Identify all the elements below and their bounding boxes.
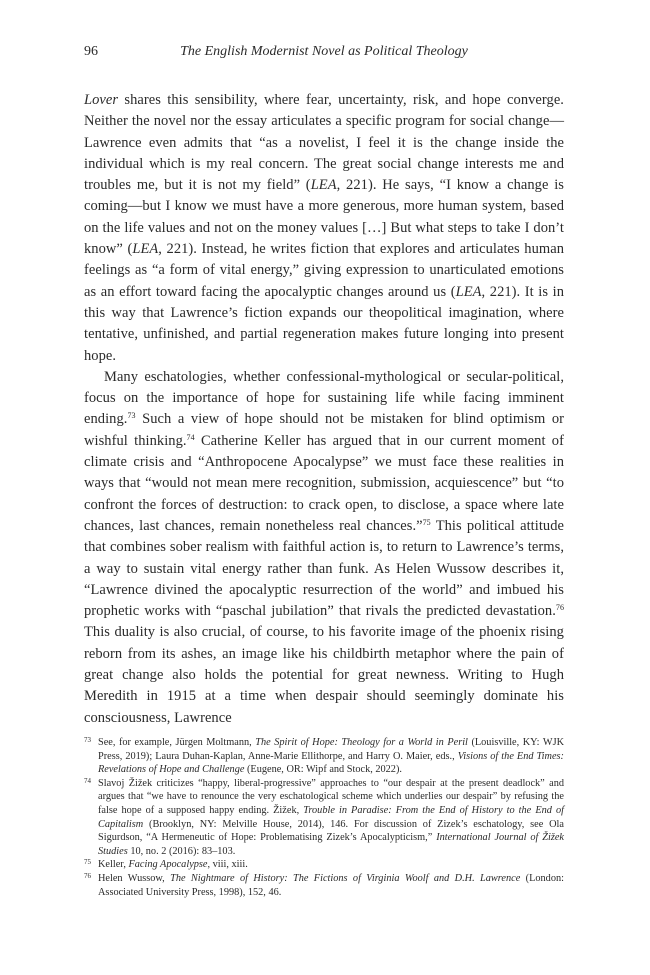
- text-span: Slavoj Žižek criticizes “happy, liberal-progressive” approaches to “our despair at the present deadlock” and argues that “we have to renounce the very eschatological scheme which underlies our despair” by refusing the false hope of a supposed happy ending. Žižek,: [98, 777, 564, 816]
- text-span: , viii, xiii.: [207, 859, 248, 871]
- footnote-number: 74: [84, 776, 91, 785]
- italic-abbrev: LEA: [310, 177, 337, 194]
- paragraph: [84, 90, 564, 367]
- text-span: Many eschatologies, whether confessional-mythological or secular-political, focus on the importance of hope for sustaining life while facing imminent ending.: [84, 368, 564, 428]
- text-span: This political attitude that combines sober realism with faithful action is, to return to Lawrence’s terms, a way to sustain vital energy rather than funk. As Helen Wussow describes it, “Lawrence divined the apocalyptic resurrection of the world” and imbued his prophetic works with “paschal jubilation” that rivals the predicted devastation.: [84, 517, 564, 620]
- text-span: (Louisville, KY: WJK Press, 2019); Laura Duhan-Kaplan, Anne-Marie Ellithorpe, and Harry O. Maier, eds.,: [98, 737, 565, 762]
- italic-abbrev: LEA: [455, 283, 482, 300]
- footnote-73: [84, 736, 564, 777]
- italic-title: International Journal of Žižek Studies: [98, 832, 564, 857]
- footnote-ref-73[interactable]: 73: [127, 411, 136, 421]
- text-span: Catherine Keller has argued that in our current moment of climate crisis and “Anthropocene Apocalypse” we must face these realities in ways that “would not mean mere recognition, submission, acquiescence” but “to confront the forces of destruction: to crack open, to disclose, a space where late chances, last chances, remain nonetheless real chances.”: [84, 432, 564, 534]
- italic-title: Visions of the End Times: Revelations of Hope and Challenge: [98, 750, 564, 776]
- footnote-74: [84, 777, 564, 859]
- footnote-ref-76[interactable]: 76: [555, 603, 564, 613]
- paragraph: [84, 367, 564, 729]
- footnote-75: [84, 858, 564, 872]
- italic-abbrev: LEA: [132, 241, 159, 258]
- running-title: The English Modernist Novel as Political Theology: [180, 44, 468, 59]
- text-span: (Eugene, OR: Wipf and Stock, 2022).: [244, 764, 402, 776]
- text-span: 10, no. 2 (2016): 83–103.: [127, 845, 236, 857]
- text-span: (Brooklyn, NY: Melville House, 2014), 146. For discussion of Zizek’s eschatology, see Ola Sigurdson, “A Hermeneutic of Hope: Problematising Zizek’s Apocalypticism,”: [98, 818, 564, 844]
- text-span: This duality is also crucial, of course, to his favorite image of the phoenix rising reborn from its ashes, an image like his childbirth metaphor where the pain of great change also holds the potential for great newness. Writing to Hugh Meredith in 1915 at a time when despair should seemingly dominate his consciousness, Lawrence: [84, 624, 564, 726]
- text-span: , 221). He says, “I know a change is coming—but I know we must have a more generous, more human system, based on the life values and not on the money values […] But what steps to take I don’t know” (: [84, 177, 564, 258]
- text-span: (London: Associated University Press, 1998), 152, 46.: [98, 872, 564, 898]
- italic-title: The Spirit of Hope: Theology for a World in Peril: [255, 737, 468, 748]
- italic-title: Trouble in Paradise: From the End of History to the End of Capitalism: [98, 804, 564, 830]
- footnotes: [84, 736, 564, 899]
- footnote-number: 76: [84, 871, 91, 880]
- footnote-number: 73: [84, 736, 91, 744]
- italic-title: Facing Apocalypse: [128, 859, 208, 871]
- text-span: Helen Wussow,: [98, 872, 171, 884]
- text-span: , 221). Instead, he writes fiction that explores and articulates human feelings as “a form of vital energy,” giving expression to unarticulated emotions as an effort toward facing the apocalyptic changes around us (: [84, 241, 564, 300]
- footnote-ref-75[interactable]: 75: [422, 517, 431, 527]
- page-number: 96: [84, 44, 98, 59]
- text-span: , 221). It is in this way that Lawrence’s fiction expands our theopolitical imagination, where tentative, unfinished, and partial regeneration makes future longing into present hope.: [84, 283, 564, 364]
- italic-title: The Nightmare of History: The Fictions of Virginia Woolf and D.H. Lawrence: [170, 872, 521, 884]
- body-text: [84, 90, 564, 729]
- footnote-ref-74[interactable]: 74: [186, 432, 195, 442]
- text-span: See, for example, Jürgen Moltmann,: [98, 737, 256, 748]
- text-span: shares this sensibility, where fear, uncertainty, risk, and hope converge. Neither the novel nor the essay articulates a specific program for social change—Lawrence even admits that “as a novelist, I feel it is the change inside the individual which is my real concern. The great social change interests me and troubles me, but it is not my field” (: [84, 92, 564, 194]
- text-span: Such a view of hope should not be mistaken for blind optimism or wishful thinking.: [84, 411, 564, 449]
- italic-title: Lover: [84, 92, 119, 108]
- page-header: [84, 44, 564, 64]
- footnote-76: [84, 872, 564, 899]
- footnote-number: 75: [84, 858, 91, 867]
- text-span: Keller,: [98, 859, 129, 871]
